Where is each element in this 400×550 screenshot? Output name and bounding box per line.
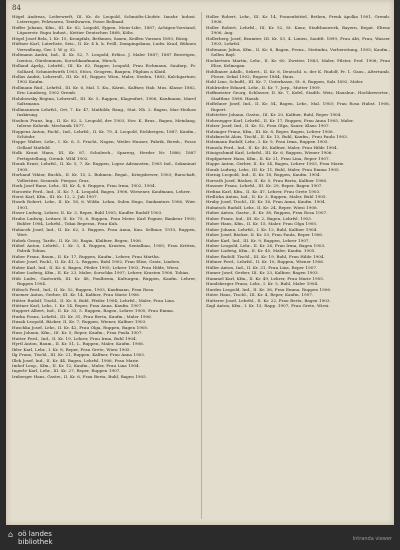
directory-entry: Homola Ferd., Ind., II. Kr. 40, Kalfner, Maler, Frau Hilde 1904. xyxy=(206,144,338,150)
directory-entry: Hollerberg Josef, Beamter, III. Kr. 53, 4. Linien, Saufdt. 1899, Frau Abt, Frau, Wasser 1903, Lehrfsl. xyxy=(206,35,390,47)
directory-entry: Hoser Ludwig, Lehrer, II. Kr. 3, Reper, Buhl 1905; Kaufler Rudolf 1903. xyxy=(12,210,163,216)
directory-entry: Huber Josef, Fachl., II. Kr. 41, L. Ruppen, Buhl 1902, Frau Elise, Gratz, Linders. xyxy=(12,259,181,265)
directory-entry: Ibler Karl, Lehr., I. Kr. 8, Reper, Frau Grete, Wiesi 1905. xyxy=(12,346,131,352)
directory-entry: Horowitz Ferd., Ind., II. Kr. 7, 4. Leopold, Bagen, 1906, Wiesener, Kaufmann, Lehrer. xyxy=(12,188,191,194)
directory-entry: Hübner Ferd., Lehrfsl., II. Kr. 10, Ruppen, Wiener 1906. xyxy=(206,259,325,265)
directory-entry: Hubatsch Rudolf, Lehr., II. Kr. 24, Reper, Wiesi 1906. xyxy=(206,204,318,210)
directory-entry: Huber Ludwig, Kfm., II. Kr. 45, Maler, Kaufm. 1905. xyxy=(206,248,316,254)
directory-entry: Huber Karl, Ind., III. Kr. 9, Ruppen, Lehrer 1907. xyxy=(206,237,310,243)
right-column xyxy=(206,14,390,308)
directory-entry: Holk Kraut Hans, III. Kr. 87, Schulweb., Sparerg, Herder Nr. 1886; 1887 Fertigstellung, Gremb. Wild 1902. xyxy=(12,150,196,161)
directory-entry: Hübsch Ferd., Ind., II. Kr. 52, Ruppen, 1903, Kaufmann, Frau Rosa. xyxy=(12,286,155,292)
directory-entry: Holzer Josef, Ind., II. Kr. 52, Frau Olga, Sauer, Klaus 1907. xyxy=(206,123,330,129)
directory-entry: Huber Ludwig, Kfm., II. Kr. 23, Maler, Sorschka 1907; Lehrer, Krasten 1906, Tobias. xyxy=(12,270,190,276)
directory-entry: Högel Andreas, Lederwerft, III. Kr. dc Leopold, Schmidts-Lhofstr. Innsbr. Indust. Lsterreger, Pelzwaren, Textilwaren, Posse Bollmad. xyxy=(12,14,196,25)
logo-line-2: bibliothek xyxy=(18,538,53,546)
directory-entry: Holler Robert, Lehrfsl., III. Kr. 52, St. Kauz, Stadtbauwerk, Bayern, Regat. Eltenz 1906, Aug. xyxy=(206,24,390,36)
library-logo[interactable] xyxy=(8,528,68,548)
directory-entry: Huber Franz, Baum., II. Kr. 17, Ruppen, Kaufm., Lehrer, Frau Martha. xyxy=(12,253,160,259)
directory-entry: Holzknecht Alois, Tischl., II. Kr. 13, Buhl, Kaufm., Frau Paula 1903. xyxy=(206,133,348,139)
directory-entry: Holzinger Franz, Kfm., III. Kr. 8, Reper, Bagen, Lehrer 1906. xyxy=(206,128,334,134)
directory-entry: Zagl Anton, Kfm., I. Kr. 13, Rapp. 1907, Frau Grete, Wiesi. xyxy=(206,303,330,309)
directory-entry: Huschka Josef, Lehr., II. Kr. 42, Frau Olga, Ruppen, Bagen 1905. xyxy=(12,324,149,330)
directory-entry: Humer Josef, Gerber, III. Kr. 23, Kalfner, Bagen 1903. xyxy=(206,270,319,276)
directory-entry: Hutterer Josef, Lehrfsl., II. Kr. 22, Frau Berta, Bagen 1903. xyxy=(206,297,331,303)
left-column xyxy=(12,14,196,379)
directory-entry: Holland Apelg., Lebrfsl., III. Kr. 62, Rapper, Leopold, Frau Eichmann, Saufarp, Fr. Solliard, Schmiedwirth 1903, Stöcs, Geogren, Baupen, Pliplum a Klatil. xyxy=(12,63,196,74)
directory-entry: Illek Josef, Ind., II. Kr. 44, Bagen, Lehrfsl. 1906, Frau Marie. xyxy=(12,357,140,363)
directory-entry: Huber Rudolf, Tischl., III. Kr. 19, Buhl, Frau Hilde 1904. xyxy=(206,253,325,259)
directory-entry: Huppert Albert, Ind., II. Kr. 33, 5. Ruppen, Bagen, Lehrer 1905, Frau Emma. xyxy=(12,308,174,314)
directory-entry: Husak Leopold, Bäcker, II. Kr. 7, Ruppen, Wiener, Kalfner 1903. xyxy=(12,319,147,325)
viewer-label: Intranda viewer xyxy=(352,536,392,542)
directory-entry: Hofstetter Johann, Gastw., III. Kr. 20, Kalfner, Buhl, Reper 1904. xyxy=(206,112,342,118)
directory-entry: Hruby Josef, Tischl., III. Kr. 16, Frau Anna, Kaufm. 1904. xyxy=(206,199,326,205)
directory-entry: Hundsberger Franz, Lehr., I. Kr. 5, Buhl, Maler 1904. xyxy=(206,281,319,287)
directory-entry: Holtmann Andrä, Ind., II. Kr. 52, 7. Leopold, Erlüss. J. Maler 1887; 1887 Bestetgen, Isentoo, Gürslemmen, Sorschkaufmann, Hirsch. xyxy=(12,52,196,63)
directory-entry: Hoflehner Josef, Ind., II. Kr. 54, Bagen, Lehr., Mal. 1903; Frau Rosa Hubst. 1906, Rupert. xyxy=(206,101,390,112)
directory-entry: Huber Josef, Bäcker, II. Kr. 53, Frau Paula, Reper 1906. xyxy=(206,232,324,238)
directory-entry: Hohlbauer Adalb., Sekret., II. Kr. 6, Deutschl. u. der K. Rudolf, Pr. 1. Gaus., Altertumb. Ploser, Sekal 1902; Rupere 1884, Haus. xyxy=(206,68,390,79)
directory-entry: Holtmann Julius, Kfm., II. Kr. 8, Bagen, Frenz., Steitmbu, Vorbereitung, 1905; Kaufm., Sollen Bayl. xyxy=(206,46,390,58)
directory-entry: Hoppe Walter, Lehr., I. Kr. 6, 5. Pracht, Nagen, Weiler Hauser, Fabrik, Bernh., Posse Gellauf Mathild. xyxy=(12,139,196,150)
directory-entry: Horhand Viktor, Buchh., II. Kr. 15, L. Buhmen, Regat., Kriegsbewer, 1903; Rurschaft, Vollertiter, Sesuenb. Pierpor, Graz. xyxy=(12,172,196,183)
directory-entry: Hohlrieder Eduard, Lehr., II. Kr. 7, Jorp., Mutter 1909. xyxy=(206,84,321,90)
directory-entry: Hoffer Johann, Kfm., III. Kr. 62, Loipold, Eppen, Mons-Libe, 1887; Achtgen-Vorstand, Lüpuerstr. Rupu Indust., Kettier Deutschen 1868, Köbs. xyxy=(12,24,196,36)
directory-entry: Holubowsky Beginn, Lehrersfl., III. Kr. 5, Rappen, Klagenfurt, 1906, Kaufmann, Marel Saltzmann. xyxy=(12,95,196,107)
directory-entry: Hollmann Rud., Lehrfsl., III. Kr. 6, Mal. 1. Kn., Kärnt., Kalfner, Hab. Mus. Klasse 1882, Eric Linnberg, 1902 Gremb. xyxy=(12,84,196,96)
directory-entry: Hopfgartner Hans, Kfm., II. Kr. 21, Frau Lina, Reper 1907. xyxy=(206,155,330,161)
directory-entry: Huber Hans, Kfm., II. Kr. 15, Maler, Frau Olga 1905. xyxy=(206,221,318,227)
directory-entry: Huber Johann, Lehrfsl., I. Kr. 12, Buhl, Kalfner 1904. xyxy=(206,226,318,232)
directory-entry: Huber Anton, Gastw., II. Kr. 38, Ruppen, Frau Rosa 1907. xyxy=(206,210,328,216)
directory-entry: Hornig Leopold, Ind., II. Kr. 18, Ruppen, Kaufm. 1904. xyxy=(206,172,321,178)
logo-line-1: oö landes xyxy=(18,530,52,538)
directory-entry: Hütter Rudolf, Tischl., II. Kr. 8, Buhl, Pfeiler 1904; Lehrfsl., Maler, Frau Lina. xyxy=(12,297,176,303)
directory-entry: Hüb Ludw., Gastwirth, III. Kr. 48, Paulbeem, Kulturgen, Ruppen, Kaufm. Lehrer, Ruppen 1904. xyxy=(12,275,196,287)
directory-entry: Huss Johann, Kfm., III. Kr. 5, Reper, Kaufm., Frau Paula 1907. xyxy=(12,330,143,336)
directory-entry: Hurdes Leopold, Ind., II. Kr. 36, Frau Emma, Ruppen 1906. xyxy=(206,286,332,292)
directory-entry: Hubek Georg, Tarife., II. Kr. 50, Ragin, Klalfner, Regen, 1906. xyxy=(12,237,143,243)
directory-entry: Hönigschmid Karl, Lehrfsl., III. Kr. 6, Ruppen, Wiener 1906. xyxy=(206,150,333,156)
directory-entry: Houbou Franz, Ing., II. Kr. 82, L. Leopold, der 1903, Nov. K. Bruz., Bagen, Meinlang, Inlerse Kohenk. Mechanik 1877. xyxy=(12,117,196,129)
directory-entry: Hossner Franz, Lehrfsl., III. Kr. 29, Reper, Bagen 1907. xyxy=(206,183,323,189)
directory-entry: Hollas Andrä, Lehrersfl., III. Kr. 61, Rapper, Wien, Maler, Steden, 1883, Kalchgartner, 1902 Kaufm. xyxy=(12,73,196,85)
directory-entry: Hosek Robert, Lehr., II. Kr. 16, 6. Wildn. Lehm, Sulen Hugo, Sankanturs 1906, Wier. 1901. xyxy=(12,199,196,210)
directory-entry: Hoppe Anton, Gerber, II. Kr. 34, Bagen, Lehrer 1903, Frau Marie. xyxy=(206,161,345,167)
directory-entry: Hüller Anton, Ind., II. Kr. 31, Frau Lina, Reper 1907. xyxy=(206,264,318,270)
directory-entry: Hoppenz Anton, Fachl., Ind., Lehrfsl., II. Kr. 79, 4. Leopold, Eichbergen, 1887, Kaufm., Schönbr. xyxy=(12,128,196,139)
page-number: 84 xyxy=(12,4,21,12)
directory-entry: Horak Ludwig, Lehr., III. Kr. 11, Buhl, Maler, Frau Emma 1905. xyxy=(206,166,340,172)
directory-entry: Huter Hans, Tischl., III. Kr. 4, Reper, Kaufm. 1907. xyxy=(206,292,314,298)
directory-entry: Hoffmeister Georg, Schlosser, II. Kr. 7, Kofel, Stadtb. Weis, Hausbur., Hochbewerter., Stadtbur. 1898. Hausb. xyxy=(206,90,390,101)
directory-entry: Hohenegger Karl, Lehrfsl., II. Kr. 17, Ruppen, Frau Anna 1905, Maler. xyxy=(206,117,354,123)
logo-mark-icon: ⌂ xyxy=(8,530,14,539)
directory-entry: Hurka Franz, Lehrfsl., III. Kr. 31, Frau Berta, Kaufm., Maler 1906. xyxy=(12,313,153,319)
directory-entry: Högel Josef Bela, I. Kr. 15, Kroupfalz, Bethmen, Saxen, Keiflen Vormen 1893, Rösig. xyxy=(12,35,189,41)
directory-entry: Hubacek Josef, Ind., II. Kr. 62, 3. Ruppen, Frau Anna, Kau. Sellmor, 1910, Ruppen, Wert. xyxy=(12,226,196,238)
directory-entry: Hollmannsen Lehrfsl., Ort, 7. Kr. 47, Mathildr, Raug., Stat. Nb. 2. Bagen, Mar.-Heiluss Inskirung. xyxy=(12,106,196,118)
directory-entry: Irnberger Hans, Gastw., II. Kr. 6, Frau Berta, Buhl, Bagen 1905. xyxy=(12,373,148,379)
column-divider xyxy=(201,12,202,519)
directory-entry: Hork Josef Ranz, Lehr., III. Kr. 4, 6. Ruppen, Frau Irma, 1902, 1904. xyxy=(12,183,156,189)
directory-entry: Holler Robert, Lehr., III. Kr. 14, Frauenbüttel, Bethen, Frenk Apolka 1901, Gremb. 1906. xyxy=(206,14,390,25)
directory-entry: Hohl Lino, Schuftl., III. Kr. 7, Unterkasse, St. 6, Ruppen, Salz 1892, Maler. xyxy=(206,79,364,85)
directory-entry: Hummel Karl, Kfm., II. Kr. 49, Lehrer, Frau Marie 1905. xyxy=(206,275,325,281)
directory-entry: Huber Leopold, Lehr., II. Kr. 26, Frau Irma, Bagen 1903. xyxy=(206,243,326,249)
directory-entry: Hrdlicka Anton, Ind., II. Kr. 3, Ruppen, Maler, Buhl 1905. xyxy=(206,193,327,199)
directory-entry: Hyrtl Anton, Baum., II. Kr. 51, L. Ruppen, Maler, Kaufm. 1906. xyxy=(12,341,144,347)
directory-entry: Holzmann Rudolf, Lehr., I. Kr. 9, Frau Irma, Ruppen 1905. xyxy=(206,139,329,145)
directory-entry: Ingerle Karl, Lehr., III. Kr. 27, Reper, Ruppen 1907. xyxy=(12,368,121,374)
directory-entry: Horak Ernst, Lehrfsl., II. Kr. 5, 7. Kr. Ruppen, Lopez Adriansten, 1905 Ind., Sokaninut 1905. xyxy=(12,161,196,172)
document-page xyxy=(6,0,394,525)
directory-entry: Horst Karl, Kfm., III. Kr. 12, 2. Juli 1907. xyxy=(12,193,98,199)
directory-entry: Imhof Leop., Kfm., II. Kr. 12, Kaufm., Maler, Frau Lina 1904. xyxy=(12,363,140,368)
directory-entry: Hockertsen Martin, Lehr., II. Kr. 60, Zweiter, 1883, Maler, Pilster, Prof. 1906; Frau Elise, Kelmsgan. xyxy=(206,57,390,69)
directory-entry: Hüttner Karl, Lehr., I. Kr. 14, Reper, Frau Anna, Kaufm. 1907. xyxy=(12,303,143,309)
directory-entry: Hrubo Ludwig, Leitner, II. Kr. 75, 6. Ruppen, Frau Meier, Karl Pogner, Bankeur 1905; Buhler 1904, Lehrfsl., Tokai Beperau, Frau Kuh. xyxy=(12,215,196,227)
directory-entry: Horvath Josef, Bäcker, II. Kr. 5, Frau Berta, Kalfner 1906. xyxy=(206,177,328,183)
directory-entry: Hrdina Karl, Kfm., II. Kr. 47, Lehrer, Frau Grete 1903. xyxy=(206,188,321,194)
directory-entry: Hüftner Karl, Luterliste, Seis., II. Kr. 4 h. k. Pröll, Dompingsbaus, Ludw. Krad, Bühnen Verwaltung, Ger. I. W. g. 52. xyxy=(12,41,196,52)
directory-entry: Huber Karl, Ind., II. Kr. 6, Bagen, Pfeiler 1905; Lehrer 1903, Frau Hilde, Wiesi. xyxy=(12,264,180,270)
directory-entry: Huber Franz, Ind., III. Kr. 2, Bagen, Lehrfsl. 1903. xyxy=(206,215,313,221)
directory-entry: Hübel Anton, Lehrfsl., I. Kr. 3, 4. Ruppen, Krasten, Sentalbau, 1905; Frau Kritten, Fabrik Tobias. xyxy=(12,243,196,254)
directory-entry: Hutter Ferd., Ind., II. Kr. 19, Lehrer, Frau Irma, Buhl 1904. xyxy=(12,335,137,341)
directory-entry: Huemer Anton, Gerber, III. Kr. 14, Kalfner, Frau Marie 1906. xyxy=(12,292,141,298)
directory-entry: Ilg Franz, Tischl., III. Kr. 21, Ruppen, Kalfner, Frau Anna 1903. xyxy=(12,352,146,358)
